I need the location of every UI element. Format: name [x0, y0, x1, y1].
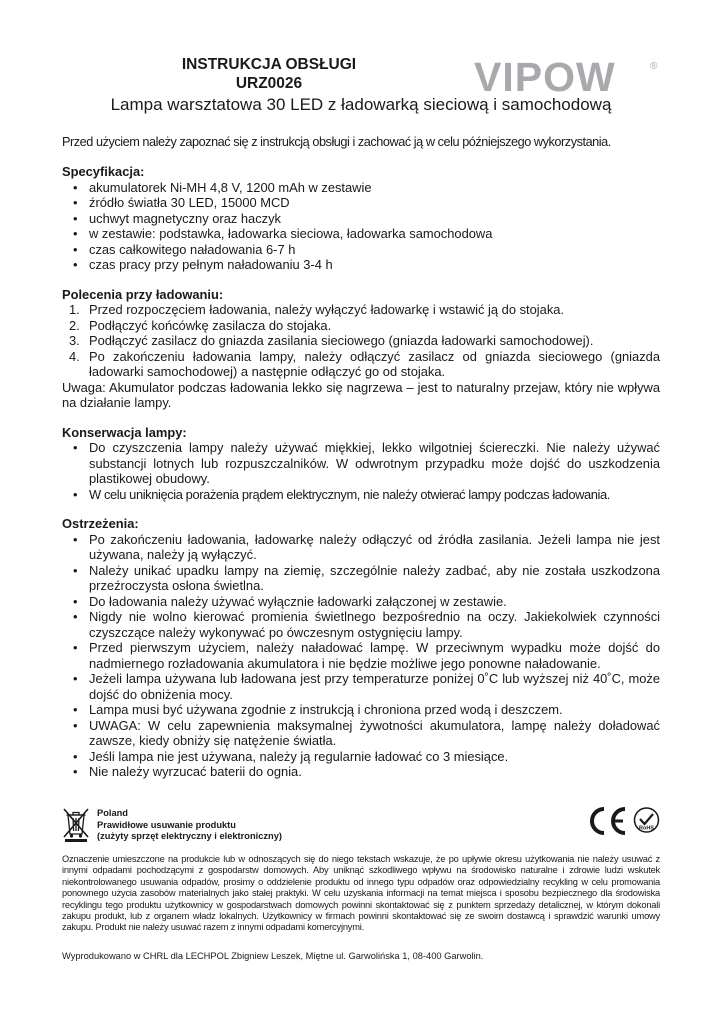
list-item: • UWAGA: W celu zapewnienia maksymalnej żywotności akumulatora, lampę należy doładować zawsze, kiedy obniży się natężenie światła. [62, 718, 660, 749]
ce-mark-icon [587, 806, 631, 836]
product-name: Lampa warsztatowa 30 LED z ładowarką sieciową i samochodową [110, 95, 612, 114]
manufacturer-info: Wyprodukowano w CHRL dla LECHPOL Zbigniew Leszek, Miętne ul. Garwolińska 1, 08-400 Garwolin. [62, 951, 484, 961]
step-text: Podłączyć końcówkę zasilacza do stojaka. [89, 317, 332, 333]
step-text: Po zakończeniu ładowania lampy, należy odłączyć zasilacz od gniazda sieciowego (gniazda ładowarki samochodowej) a następnie odłączyć go od stojaka. [89, 348, 660, 379]
spec-list [62, 180, 660, 273]
list-item: • Przed pierwszym użyciem, należy naładować lampę. W przeciwnym wypadku może dojść do nadmiernego rozładowania akumulatora i nie będzie możliwe jego ponowne naładowanie. [62, 640, 660, 671]
rohs-icon [633, 806, 660, 838]
list-item [62, 333, 660, 349]
list-item: • źródło światła 30 LED, 15000 MCD [62, 195, 660, 211]
document-title: INSTRUKCJA OBSŁUGI [181, 56, 357, 73]
registered-mark: ® [650, 61, 658, 72]
maintenance-list [62, 440, 660, 502]
list-item: • Jeżeli lampa używana lub ładowana jest przy temperaturze poniżej 0˚C lub wyższej niż 40˚C, może dojść do obniżenia mocy. [62, 671, 660, 702]
list-item: • Do czyszczenia lampy należy używać miękkiej, lekko wilgotniej ściereczki. Nie należy używać substancji lotnych lub rozpuszczalników. W odwrotnym przypadku może dojść do uszkodzenia plastikowej obudowy. [62, 440, 660, 487]
weee-line-1: Prawidłowe usuwanie produktu [97, 819, 236, 830]
instructions-content [62, 164, 660, 780]
list-item: • Jeśli lampa nie jest używana, należy ją regularnie ładować co 3 miesiące. [62, 749, 660, 765]
list-item: • akumulatorek Ni-MH 4,8 V, 1200 mAh w zestawie [62, 180, 660, 196]
warnings-heading: Ostrzeżenia: [62, 516, 139, 531]
list-item: • Lampa musi być używana zgodnie z instrukcją i chroniona przed wodą i deszczem. [62, 702, 660, 718]
maintenance-heading: Konserwacja lampy: [62, 424, 187, 440]
charging-note: Uwaga: Akumulator podczas ładowania lekko się nagrzewa – jest to naturalny przejaw, który nie wpływa na działanie lampy. [62, 379, 660, 410]
weee-line-2: (zużyty sprzęt elektryczny i elektroniczny) [97, 831, 282, 841]
list-item: • Po zakończeniu ładowania, ładowarkę należy odłączyć od źródła zasilania. Jeżeli lampa nie jest używana, należy ją wyłączyć. [62, 532, 660, 563]
list-item: • w zestawie: podstawka, ładowarka sieciowa, ładowarka samochodowa [62, 226, 660, 242]
logo-text: VIPOW [474, 55, 616, 95]
list-item: • W celu uniknięcia porażenia prądem elektrycznym, nie należy otwierać lampy podczas ładowania. [62, 487, 660, 503]
list-item: • czas całkowitego naładowania 6-7 h [62, 242, 660, 258]
crossed-bin-icon [62, 807, 90, 842]
weee-notice [97, 808, 282, 843]
disposal-information: Oznaczenie umieszczone na produkcie lub w odnoszących się do niego tekstach wskazuje, że po upływie okresu użytkowania nie należy usuwać z innymi odpadami pochodzącymi z gospodarstw domowych. Aby uniknąć szkodliwego wpływu na środowisko naturalne i zdrowie ludzi wskutek niekontrolowanego usuwania odpadów, prosimy o oddzielenie produktu od innego typu odpadów oraz odpowiedzialny recykling w celu promowania ponownego użycia zasobów materialnych jako stałej praktyki. W celu uzyskania informacji na temat miejsca i sposobu bezpiecznego dla środowiska recyklingu tego produktu użytkownicy w gospodarstwach domowych powinni skontaktować się z punktem sprzedaży detalicznej, w którym dokonali zakupu produkt, lub z organem władz lokalnych. Użytkownicy w firmach powinni skontaktować się ze swoim dostawcą i sprawdzić warunki umowy zakupu. Produkt nie należy usuwać razem z innymi odpadami komercyjnymi. [62, 854, 660, 933]
intro-text: Przed użyciem należy zapoznać się z instrukcją obsługi i zachować ją w celu późniejszego wykorzystania. [62, 135, 611, 149]
list-item: • czas pracy przy pełnym naładowaniu 3-4 h [62, 257, 660, 273]
warnings-list [62, 532, 660, 780]
list-item: • Nie należy wyrzucać baterii do ognia. [62, 764, 660, 780]
step-number: 3. [69, 333, 80, 348]
weee-country: Poland [97, 808, 128, 818]
step-text: Podłączyć zasilacz do gniazda zasilania sieciowego (gniazda ładowarki samochodowej). [89, 333, 594, 348]
list-item: • uchwyt magnetyczny oraz haczyk [62, 211, 660, 227]
list-item: • Należy unikać upadku lampy na ziemię, szczególnie należy zadbać, aby nie została uszkodzona przeźroczysta osłona świetlna. [62, 563, 660, 594]
rohs-label: RoHS [639, 825, 654, 832]
vipow-logo [474, 55, 646, 95]
list-item: • Nigdy nie wolno kierować promienia świetlnego bezpośrednio na oczy. Jakiekolwiek czynności czyszczące należy wykonywać po ówczesnym ostygnięciu lampy. [62, 609, 660, 640]
charging-steps [62, 302, 660, 380]
list-item [62, 302, 660, 318]
spec-heading: Specyfikacja: [62, 164, 145, 179]
step-number: 2. [69, 317, 80, 333]
list-item [62, 349, 660, 380]
model-number: URZ0026 [235, 75, 303, 92]
step-text: Przed rozpoczęciem ładowania, należy wyłączyć ładowarkę i wstawić ją do stojaka. [89, 302, 565, 317]
step-number: 4. [69, 348, 80, 364]
list-item [62, 318, 660, 334]
charging-heading: Polecenia przy ładowaniu: [62, 286, 224, 302]
step-number: 1. [69, 302, 80, 317]
list-item: • Do ładowania należy używać wyłącznie ładowarki załączonej w zestawie. [62, 594, 660, 610]
